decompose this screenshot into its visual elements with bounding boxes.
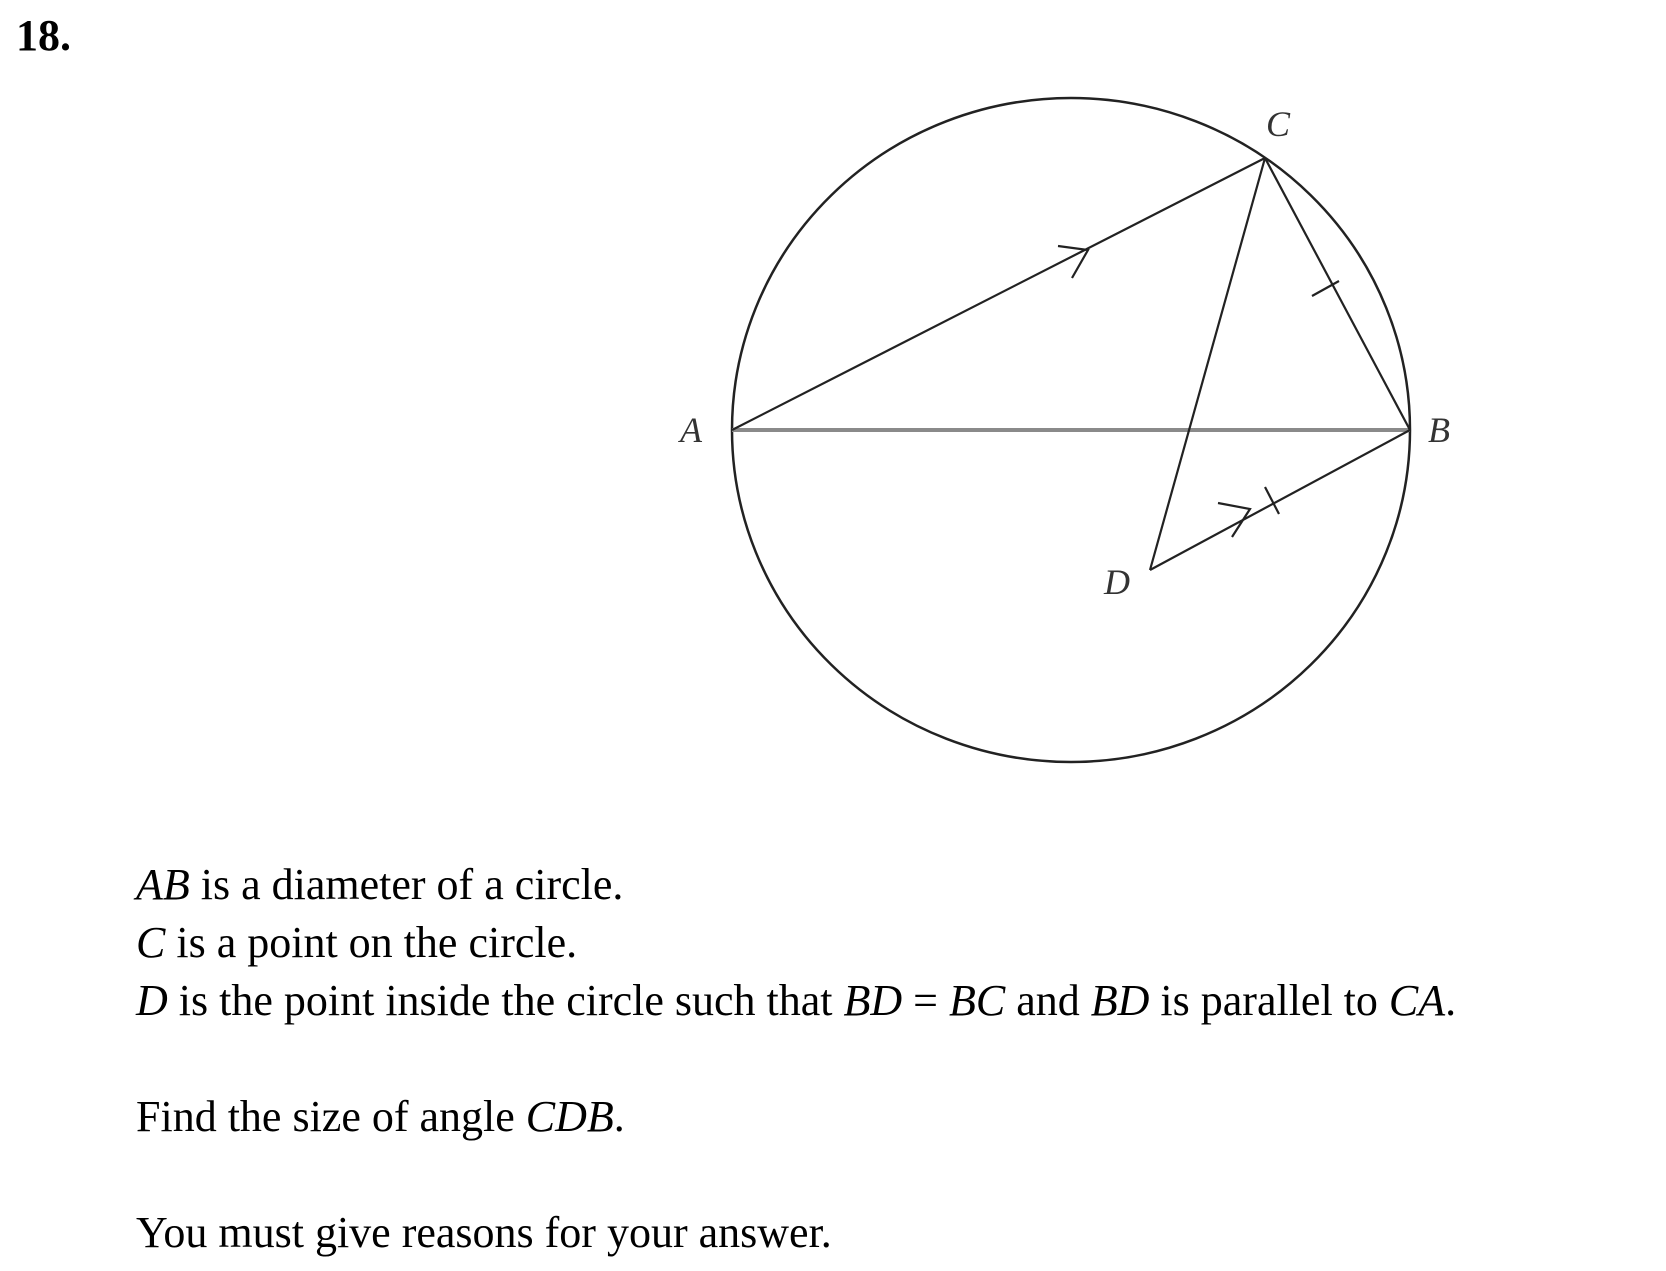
question-text [136,856,1456,1262]
segment-ac [732,158,1265,430]
text-run: is the point inside the circle such that [167,976,844,1025]
symbol: BC [949,976,1006,1025]
label-point-d: D [1104,562,1130,602]
symbol: D [136,976,168,1025]
symbol: CA [1388,976,1446,1025]
segment-cb [1265,158,1410,430]
statement-point-d [136,972,1456,1030]
segment-db [1150,430,1410,570]
symbol: CDB [525,1092,614,1141]
task-find-angle [136,1088,1456,1146]
text-run: Find the size of angle [136,1092,526,1141]
label-point-c: C [1266,104,1291,144]
text-run: . [613,1092,625,1141]
statement-diameter [136,856,1456,914]
text-run: is a diameter of a circle. [189,860,624,909]
label-point-b: B [1428,410,1450,450]
text-run: . [1445,976,1457,1025]
text-run: and [1005,976,1091,1025]
symbol: BD [1090,976,1150,1025]
symbol: BD [843,976,903,1025]
text-run: is a point on the circle. [165,918,578,967]
symbol: C [136,918,166,967]
instruction-reasons: You must give reasons for your answer. [136,1208,832,1257]
text-run: is parallel to [1149,976,1389,1025]
label-point-a: A [680,410,702,450]
symbol: AB [136,860,190,909]
question-number: 18. [16,11,71,60]
statement-point-c [136,914,1456,972]
text-run: = [902,976,949,1025]
